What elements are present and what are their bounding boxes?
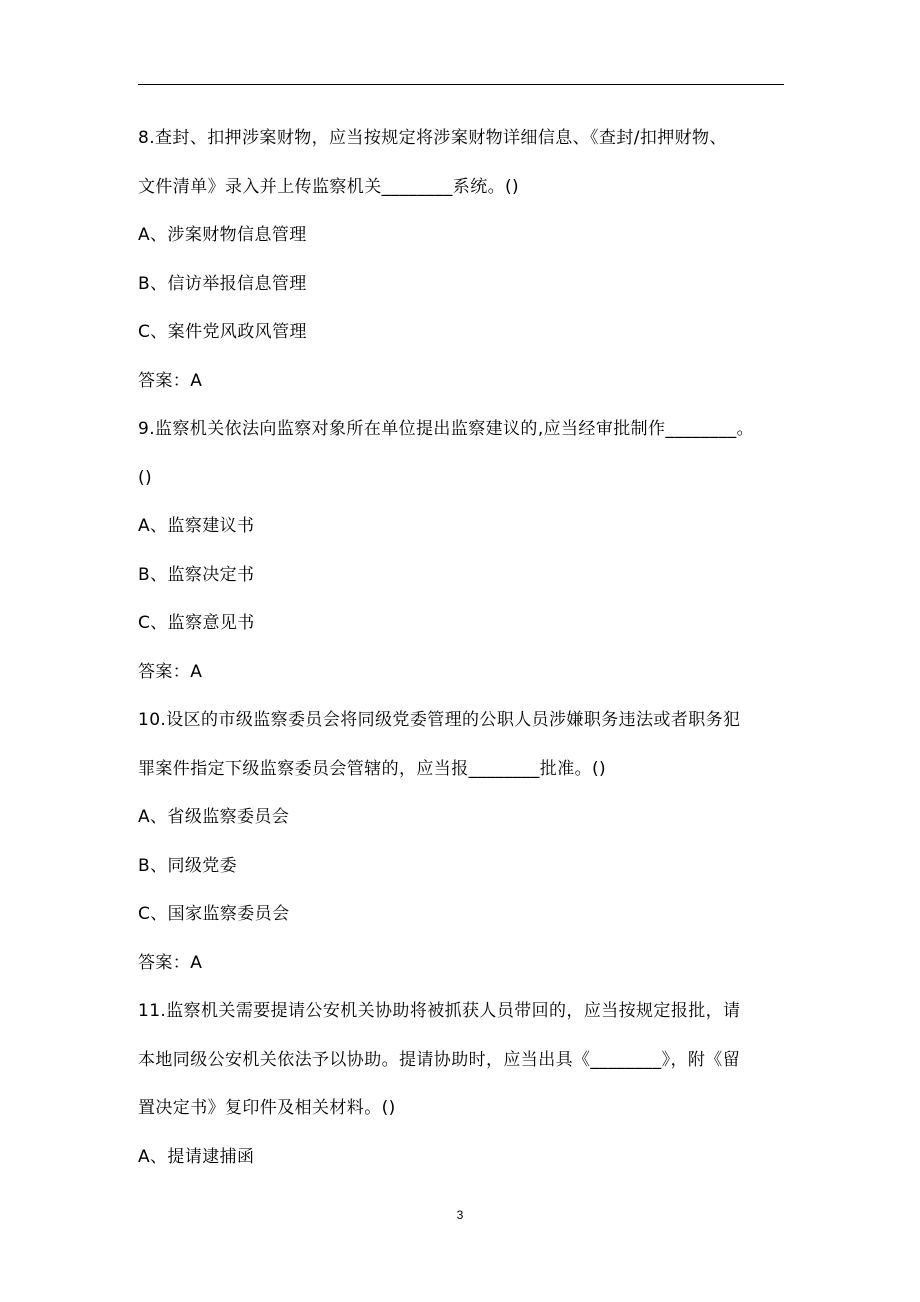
option-c: C、国家监察委员会 [138, 904, 290, 924]
option-a: A、监察建议书 [138, 516, 255, 536]
answer: 答案：A [138, 661, 203, 682]
question-9 [138, 405, 790, 696]
document-body [138, 114, 790, 1181]
question-11 [138, 987, 790, 1181]
answer: 答案：A [138, 952, 203, 973]
option-a: A、涉案财物信息管理 [138, 225, 307, 245]
question-text-line: 本地同级公安机关依法予以协助。提请协助时，应当出具《________》，附《留 [138, 1049, 741, 1070]
option-b: B、同级党委 [138, 855, 238, 876]
question-text-line: 置决定书》复印件及相关材料。() [138, 1098, 396, 1118]
option-c: C、监察意见书 [138, 613, 255, 633]
answer: 答案：A [138, 370, 203, 391]
option-b: B、监察决定书 [138, 564, 255, 585]
option-a: A、提请逮捕函 [138, 1146, 255, 1167]
question-text-line: 10.设区的市级监察委员会将同级党委管理的公职人员涉嫌职务违法或者职务犯 [138, 710, 741, 730]
page-number: 3 [456, 1208, 464, 1222]
question-10 [138, 696, 790, 987]
question-text-line: 8.查封、扣押涉案财物，应当按规定将涉案财物详细信息、《查封/扣押财物、 [138, 128, 727, 148]
option-a: A、省级监察委员会 [138, 807, 290, 827]
header-rule [138, 84, 784, 85]
question-text-line: 11.监察机关需要提请公安机关协助将被抓获人员带回的，应当按规定报批，请 [138, 1001, 741, 1021]
question-8 [138, 114, 790, 405]
question-text-line: 9.监察机关依法向监察对象所在单位提出监察建议的,应当经审批制作________。 [138, 419, 755, 439]
question-text-line: 文件清单》录入并上传监察机关________系统。() [138, 176, 520, 197]
option-b: B、信访举报信息管理 [138, 273, 307, 294]
option-c: C、案件党风政风管理 [138, 322, 307, 342]
question-text-line: 罪案件指定下级监察委员会管辖的，应当报________批准。() [138, 758, 607, 779]
question-text-line: () [138, 467, 153, 488]
